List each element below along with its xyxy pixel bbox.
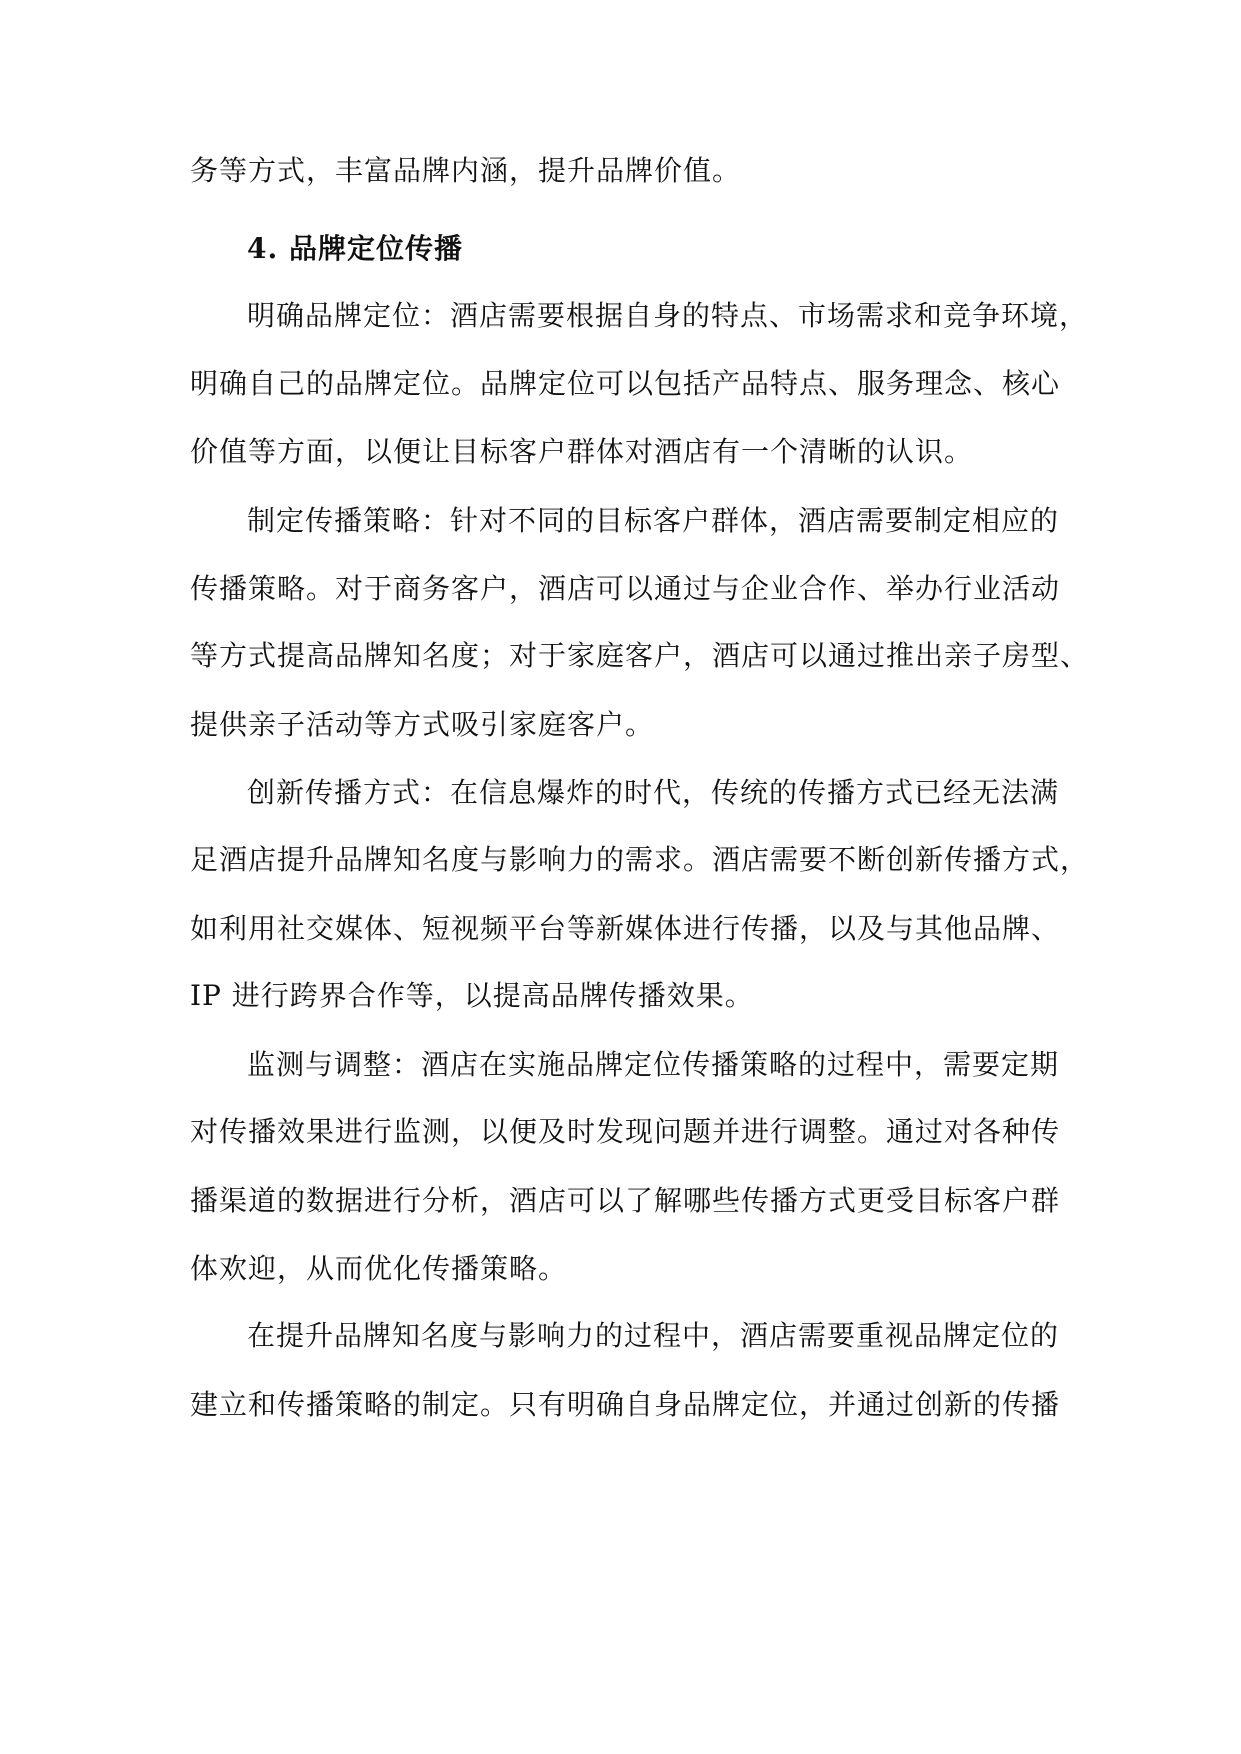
paragraph-line: 创新传播方式：在信息爆炸的时代，传统的传播方式已经无法满 [247, 776, 1060, 809]
paragraph-line: 务等方式，丰富品牌内涵，提升品牌价值。 [190, 154, 742, 187]
paragraph-line: 明确品牌定位：酒店需要根据自身的特点、市场需求和竞争环境， [247, 299, 1089, 332]
paragraph-line: 监测与调整：酒店在实施品牌定位传播策略的过程中，需要定期 [247, 1048, 1060, 1081]
section-heading: 4. 品牌定位传播 [247, 232, 463, 265]
paragraph-line: 如利用社交媒体、短视频平台等新媒体进行传播，以及与其他品牌、 [190, 912, 1061, 945]
paragraph-line: 传播策略。对于商务客户，酒店可以通过与企业合作、举办行业活动 [190, 572, 1061, 605]
paragraph-line: 体欢迎，从而优化传播策略。 [190, 1252, 568, 1285]
paragraph-line: 对传播效果进行监测，以便及时发现问题并进行调整。通过对各种传 [190, 1115, 1061, 1148]
paragraph-line: 在提升品牌知名度与影响力的过程中，酒店需要重视品牌定位的 [247, 1319, 1060, 1352]
paragraph-line: 建立和传播策略的制定。只有明确自身品牌定位，并通过创新的传播 [190, 1388, 1061, 1421]
paragraph-line: 等方式提高品牌知名度；对于家庭客户，酒店可以通过推出亲子房型、 [190, 639, 1090, 672]
paragraph-line: IP 进行跨界合作等，以提高品牌传播效果。 [190, 979, 754, 1012]
paragraph-line: 足酒店提升品牌知名度与影响力的需求。酒店需要不断创新传播方式， [190, 843, 1090, 876]
paragraph-line: 提供亲子活动等方式吸引家庭客户。 [190, 708, 655, 741]
paragraph-line: 明确自己的品牌定位。品牌定位可以包括产品特点、服务理念、核心 [190, 367, 1061, 400]
paragraph-line: 播渠道的数据进行分析，酒店可以了解哪些传播方式更受目标客户群 [190, 1184, 1061, 1217]
paragraph-line: 制定传播策略：针对不同的目标客户群体，酒店需要制定相应的 [247, 504, 1060, 537]
paragraph-line: 价值等方面，以便让目标客户群体对酒店有一个清晰的认识。 [190, 435, 974, 468]
